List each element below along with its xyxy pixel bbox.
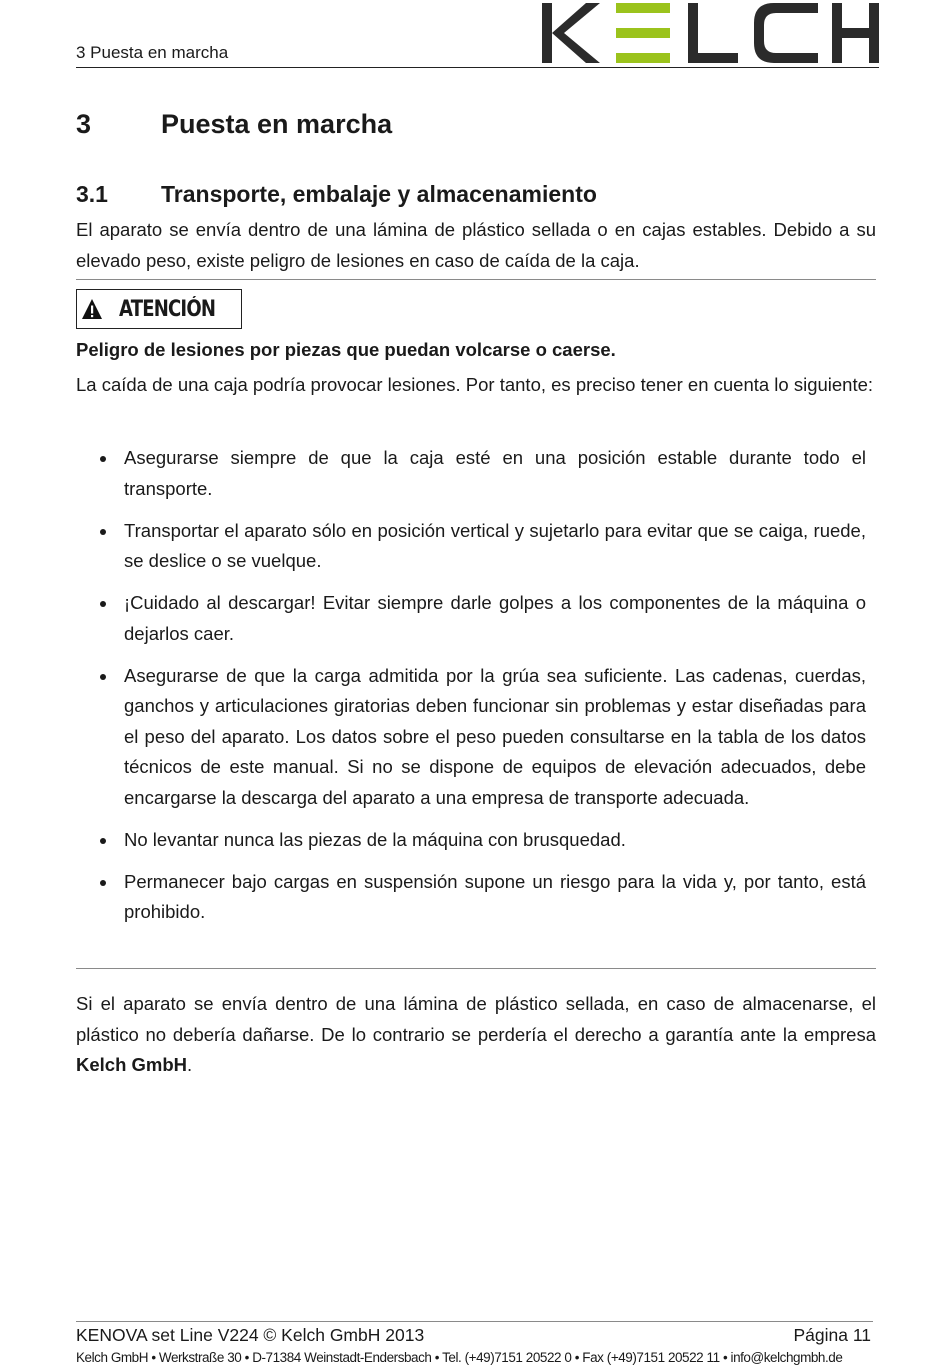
divider-top (76, 279, 876, 280)
intro-paragraph: El aparato se envía dentro de una lámina de plástico sellada o en cajas estables. Debido a su elevado peso, existe peligro de lesiones en caso de caída de la caja. (76, 219, 876, 271)
storage-paragraph-end: . (187, 1054, 193, 1075)
bullet-icon (100, 601, 106, 607)
section-title: Transporte, embalaje y almacenamiento (161, 181, 597, 207)
list-item (76, 443, 876, 504)
divider-bottom (76, 968, 876, 969)
bullet-icon (100, 880, 106, 886)
list-item-text: Asegurarse siempre de que la caja esté en una posición estable durante todo el transporte. (124, 447, 866, 499)
bullet-icon (100, 674, 106, 680)
list-item-text: Asegurarse de que la carga admitida por la grúa sea suficiente. Las cadenas, cuerdas, ganchos y articulaciones giratorias deben funcionar sin problemas y estar diseñadas para el peso del aparato. Los datos sobre el peso pueden consultarse en la tabla de los datos técnicos de este manual. Si no se dispone de equipos de elevación adecuados, debe encargarse la descarga del aparato a una empresa de transporte adecuada. (124, 664, 866, 808)
footer-address: Kelch GmbH • Werkstraße 30 • D-71384 Weinstadt-Endersbach • Tel. (+49)7151 20522 0 • Fax (+49)7151 20522 11 • info@kelchgmbh.de (76, 1350, 843, 1365)
list-item (76, 825, 876, 856)
company-name: Kelch GmbH (76, 1054, 188, 1075)
kelch-logo (542, 3, 879, 63)
chapter-number: 3 (76, 109, 92, 139)
page-number: Página 11 (793, 1325, 871, 1345)
danger-title: Peligro de lesiones por piezas que puedan volcarse o caerse. (76, 339, 616, 360)
bullet-icon (100, 838, 106, 844)
bullet-icon (100, 529, 106, 535)
header-section-title: 3 Puesta en marcha (76, 43, 229, 62)
page-header (76, 0, 879, 68)
footer-divider (76, 1321, 873, 1322)
list-item-text: No levantar nunca las piezas de la máquina con brusquedad. (124, 828, 626, 850)
footer-document-info: KENOVA set Line V224 © Kelch GmbH 2013 (76, 1325, 425, 1345)
danger-text: La caída de una caja podría provocar lesiones. Por tanto, es preciso tener en cuenta lo siguiente: (76, 374, 874, 395)
attention-box (76, 289, 242, 329)
section-heading (76, 181, 597, 208)
list-item-text: ¡Cuidado al descargar! Evitar siempre darle golpes a los componentes de la máquina o dejarlos caer. (124, 592, 866, 644)
list-item (76, 588, 876, 649)
storage-paragraph (76, 989, 876, 1081)
warning-triangle-icon (81, 298, 103, 320)
list-item (76, 661, 876, 814)
list-item (76, 516, 876, 577)
section-number: 3.1 (76, 181, 108, 207)
chapter-heading (76, 109, 392, 140)
precaution-list (76, 443, 876, 939)
attention-label: ATENCIÓN (119, 296, 216, 322)
bullet-icon (100, 456, 106, 462)
chapter-title: Puesta en marcha (161, 109, 393, 139)
list-item-text: Permanecer bajo cargas en suspensión supone un riesgo para la vida y, por tanto, está prohibido. (124, 870, 866, 922)
list-item-text: Transportar el aparato sólo en posición vertical y sujetarlo para evitar que se caiga, ruede, se deslice o se vuelque. (124, 519, 866, 571)
storage-paragraph-text: Si el aparato se envía dentro de una lámina de plástico sellada, en caso de almacenarse, el plástico no debería dañarse. De lo contrario se perdería el derecho a garantía ante la empresa (76, 993, 876, 1045)
list-item (76, 867, 876, 928)
